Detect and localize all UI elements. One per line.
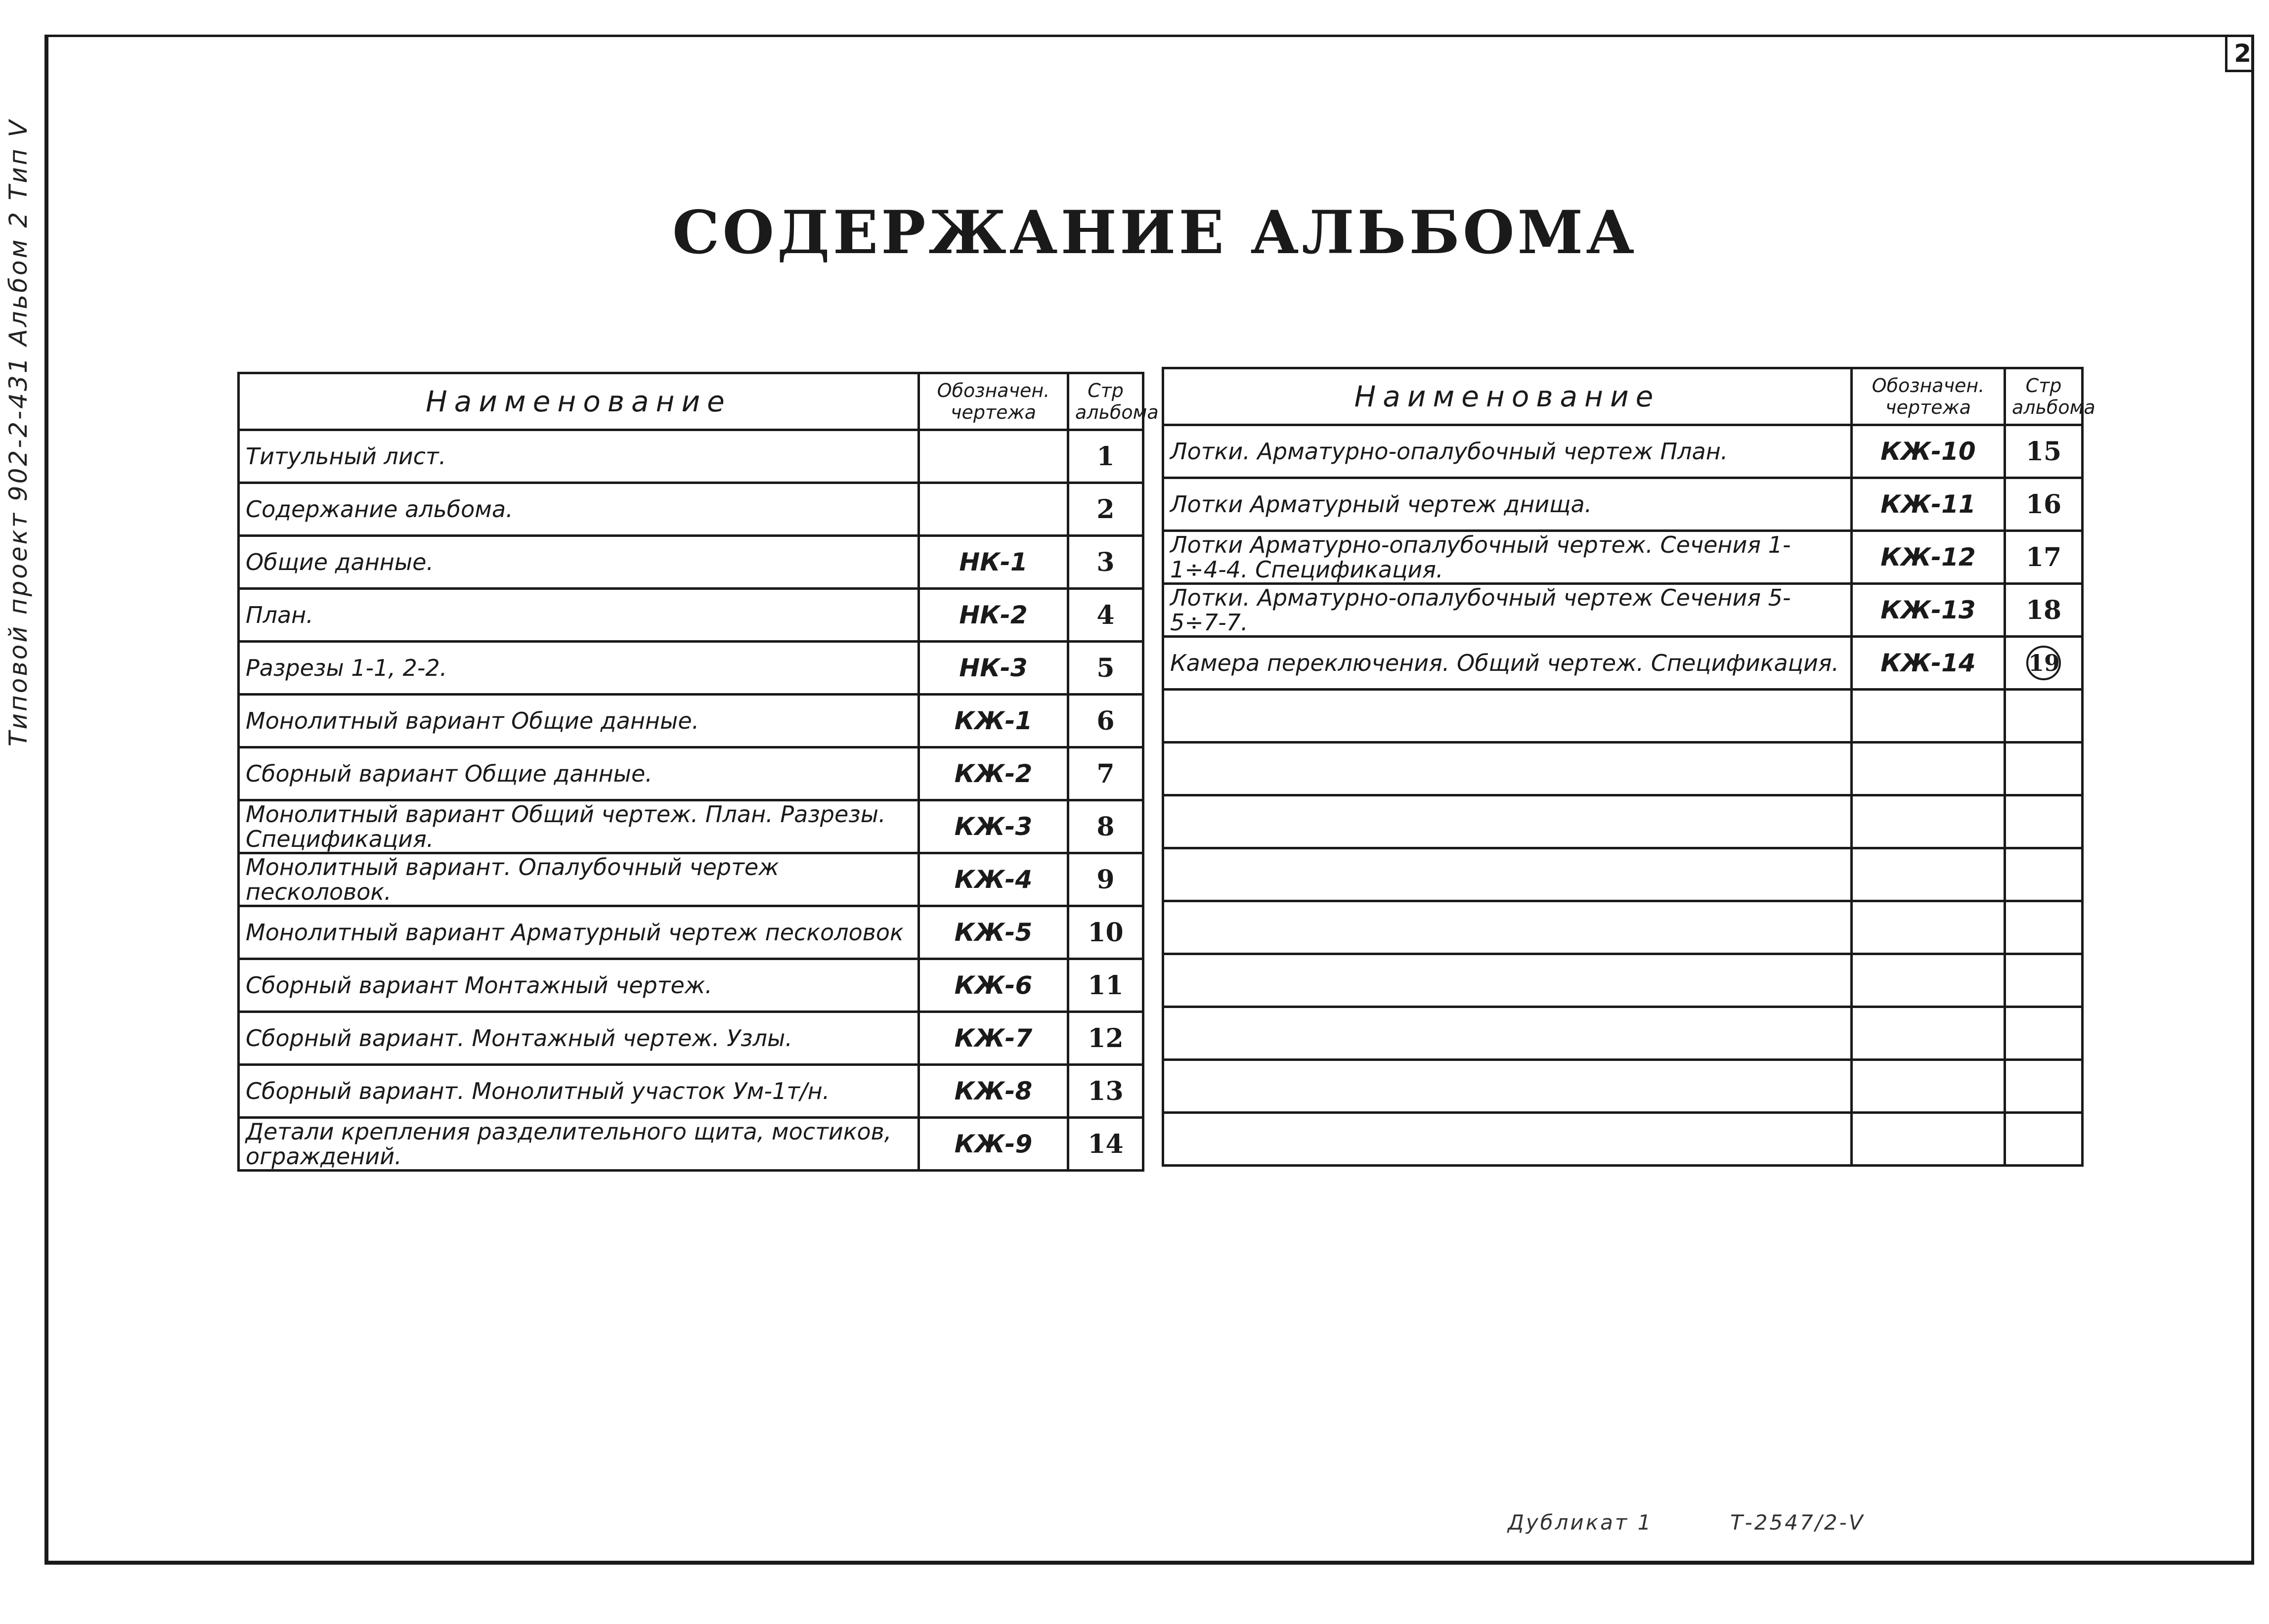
table-row bbox=[239, 1012, 1143, 1065]
row-designation: КЖ-9 bbox=[919, 1118, 1068, 1171]
row-name: Разрезы 1-1, 2-2. bbox=[239, 642, 919, 695]
sheet-number: 2 bbox=[2225, 37, 2251, 72]
row-name: Монолитный вариант Общий чертеж. План. Разрезы. Спецификация. bbox=[239, 800, 919, 853]
table-row bbox=[239, 430, 1143, 483]
row-page: 12 bbox=[1068, 1012, 1143, 1065]
row-page: 2 bbox=[1068, 483, 1143, 536]
row-designation: КЖ-5 bbox=[919, 906, 1068, 959]
row-designation: КЖ-11 bbox=[1852, 478, 2005, 531]
table-row bbox=[1163, 478, 2083, 531]
side-stamp bbox=[4, 84, 78, 746]
empty-cell bbox=[1852, 743, 2005, 795]
table-row bbox=[239, 642, 1143, 695]
row-designation: НК-3 bbox=[919, 642, 1068, 695]
row-page: 14 bbox=[1068, 1118, 1143, 1171]
empty-cell bbox=[1852, 795, 2005, 848]
empty-row bbox=[1163, 743, 2083, 795]
row-page: 18 bbox=[2005, 584, 2083, 637]
row-name: Лотки. Арматурно-опалубочный чертеж Сечения 5-5÷7-7. bbox=[1163, 584, 1852, 637]
row-page: 7 bbox=[1068, 747, 1143, 800]
header-designation: Обозначен. чертежа bbox=[919, 373, 1068, 430]
row-designation: НК-2 bbox=[919, 589, 1068, 642]
row-name: Сборный вариант Монтажный чертеж. bbox=[239, 959, 919, 1012]
table-row bbox=[239, 800, 1143, 853]
empty-row bbox=[1163, 1007, 2083, 1060]
table-row bbox=[239, 483, 1143, 536]
contents-body-left bbox=[239, 430, 1143, 1171]
empty-cell bbox=[1852, 1007, 2005, 1060]
row-designation: КЖ-2 bbox=[919, 747, 1068, 800]
empty-cell bbox=[1163, 1113, 1852, 1166]
header-designation: Обозначен. чертежа bbox=[1852, 368, 2005, 425]
empty-row bbox=[1163, 954, 2083, 1007]
empty-cell bbox=[1852, 690, 2005, 743]
table-row bbox=[239, 1118, 1143, 1171]
row-designation bbox=[919, 483, 1068, 536]
empty-cell bbox=[2005, 743, 2083, 795]
row-name: Сборный вариант. Монтажный чертеж. Узлы. bbox=[239, 1012, 919, 1065]
empty-cell bbox=[1163, 954, 1852, 1007]
row-page: 5 bbox=[1068, 642, 1143, 695]
empty-cell bbox=[1163, 1060, 1852, 1113]
row-name: Монолитный вариант. Опалубочный чертеж песколовок. bbox=[239, 853, 919, 906]
row-name: Детали крепления разделительного щита, мостиков, ограждений. bbox=[239, 1118, 919, 1171]
row-designation: КЖ-13 bbox=[1852, 584, 2005, 637]
row-page: 4 bbox=[1068, 589, 1143, 642]
table-row bbox=[1163, 637, 2083, 690]
table-row bbox=[239, 747, 1143, 800]
row-name: Содержание альбома. bbox=[239, 483, 919, 536]
contents-body-right bbox=[1163, 425, 2083, 1166]
row-name: Титульный лист. bbox=[239, 430, 919, 483]
row-page: 11 bbox=[1068, 959, 1143, 1012]
empty-cell bbox=[1163, 901, 1852, 954]
empty-cell bbox=[2005, 795, 2083, 848]
table-row bbox=[239, 906, 1143, 959]
table-row bbox=[239, 589, 1143, 642]
row-designation bbox=[919, 430, 1068, 483]
empty-row bbox=[1163, 795, 2083, 848]
row-designation: КЖ-3 bbox=[919, 800, 1068, 853]
row-designation: КЖ-1 bbox=[919, 695, 1068, 747]
table-row bbox=[239, 959, 1143, 1012]
empty-cell bbox=[1852, 954, 2005, 1007]
row-page: 10 bbox=[1068, 906, 1143, 959]
row-designation: КЖ-10 bbox=[1852, 425, 2005, 478]
row-page: 17 bbox=[2005, 531, 2083, 584]
empty-cell bbox=[1163, 743, 1852, 795]
table-row bbox=[1163, 425, 2083, 478]
row-page: 8 bbox=[1068, 800, 1143, 853]
row-page: 3 bbox=[1068, 536, 1143, 589]
duplicate-note: Дубликат 1 bbox=[1508, 1510, 1653, 1535]
row-designation: КЖ-8 bbox=[919, 1065, 1068, 1118]
row-designation: НК-1 bbox=[919, 536, 1068, 589]
row-page: 16 bbox=[2005, 478, 2083, 531]
row-designation: КЖ-7 bbox=[919, 1012, 1068, 1065]
table-row bbox=[1163, 584, 2083, 637]
empty-cell bbox=[1852, 1113, 2005, 1166]
empty-cell bbox=[2005, 1060, 2083, 1113]
row-name: Лотки. Арматурно-опалубочный чертеж План. bbox=[1163, 425, 1852, 478]
row-page: 13 bbox=[1068, 1065, 1143, 1118]
header-page: Стр альбома bbox=[1068, 373, 1143, 430]
contents-table-left bbox=[237, 372, 1159, 1172]
row-name: Общие данные. bbox=[239, 536, 919, 589]
empty-cell bbox=[1852, 1060, 2005, 1113]
empty-row bbox=[1163, 1060, 2083, 1113]
empty-row bbox=[1163, 848, 2083, 901]
side-stamp-text: Типовой проект 902-2-431 Альбом 2 Тип Ⅴ bbox=[4, 118, 33, 746]
row-name: Сборный вариант Общие данные. bbox=[239, 747, 919, 800]
row-name: Сборный вариант. Монолитный участок Ум-1т/н. bbox=[239, 1065, 919, 1118]
table-row bbox=[239, 536, 1143, 589]
row-name: Лотки Арматурно-опалубочный чертеж. Сечения 1-1÷4-4. Спецификация. bbox=[1163, 531, 1852, 584]
page-title: СОДЕРЖАНИЕ АЛЬБОМА bbox=[672, 198, 1638, 267]
table-row bbox=[239, 1065, 1143, 1118]
empty-cell bbox=[2005, 954, 2083, 1007]
contents-table-right bbox=[1162, 367, 2095, 1167]
empty-cell bbox=[1163, 795, 1852, 848]
row-page bbox=[2005, 637, 2083, 690]
row-name: План. bbox=[239, 589, 919, 642]
empty-cell bbox=[1163, 1007, 1852, 1060]
circled-page-number: 19 bbox=[2026, 646, 2061, 680]
row-name: Монолитный вариант Арматурный чертеж песколовок bbox=[239, 906, 919, 959]
table-row bbox=[1163, 531, 2083, 584]
empty-cell bbox=[2005, 690, 2083, 743]
row-name: Лотки Арматурный чертеж днища. bbox=[1163, 478, 1852, 531]
row-page: 6 bbox=[1068, 695, 1143, 747]
document-number: Т-2547/2-Ⅴ bbox=[1730, 1510, 1865, 1535]
row-name: Монолитный вариант Общие данные. bbox=[239, 695, 919, 747]
row-designation: КЖ-12 bbox=[1852, 531, 2005, 584]
empty-cell bbox=[1852, 901, 2005, 954]
empty-row bbox=[1163, 1113, 2083, 1166]
empty-row bbox=[1163, 901, 2083, 954]
row-designation: КЖ-4 bbox=[919, 853, 1068, 906]
row-page: 1 bbox=[1068, 430, 1143, 483]
row-designation: КЖ-14 bbox=[1852, 637, 2005, 690]
header-name: Наименование bbox=[239, 373, 919, 430]
empty-cell bbox=[2005, 901, 2083, 954]
header-page: Стр альбома bbox=[2005, 368, 2083, 425]
empty-cell bbox=[1163, 690, 1852, 743]
empty-cell bbox=[2005, 848, 2083, 901]
row-designation: КЖ-6 bbox=[919, 959, 1068, 1012]
row-name: Камера переключения. Общий чертеж. Спецификация. bbox=[1163, 637, 1852, 690]
table-header-row bbox=[239, 373, 1143, 430]
table-row bbox=[239, 853, 1143, 906]
empty-cell bbox=[2005, 1113, 2083, 1166]
table-header-row bbox=[1163, 368, 2083, 425]
header-name: Наименование bbox=[1163, 368, 1852, 425]
table-row bbox=[239, 695, 1143, 747]
row-page: 9 bbox=[1068, 853, 1143, 906]
empty-cell bbox=[1852, 848, 2005, 901]
empty-cell bbox=[2005, 1007, 2083, 1060]
row-page: 15 bbox=[2005, 425, 2083, 478]
empty-cell bbox=[1163, 848, 1852, 901]
empty-row bbox=[1163, 690, 2083, 743]
